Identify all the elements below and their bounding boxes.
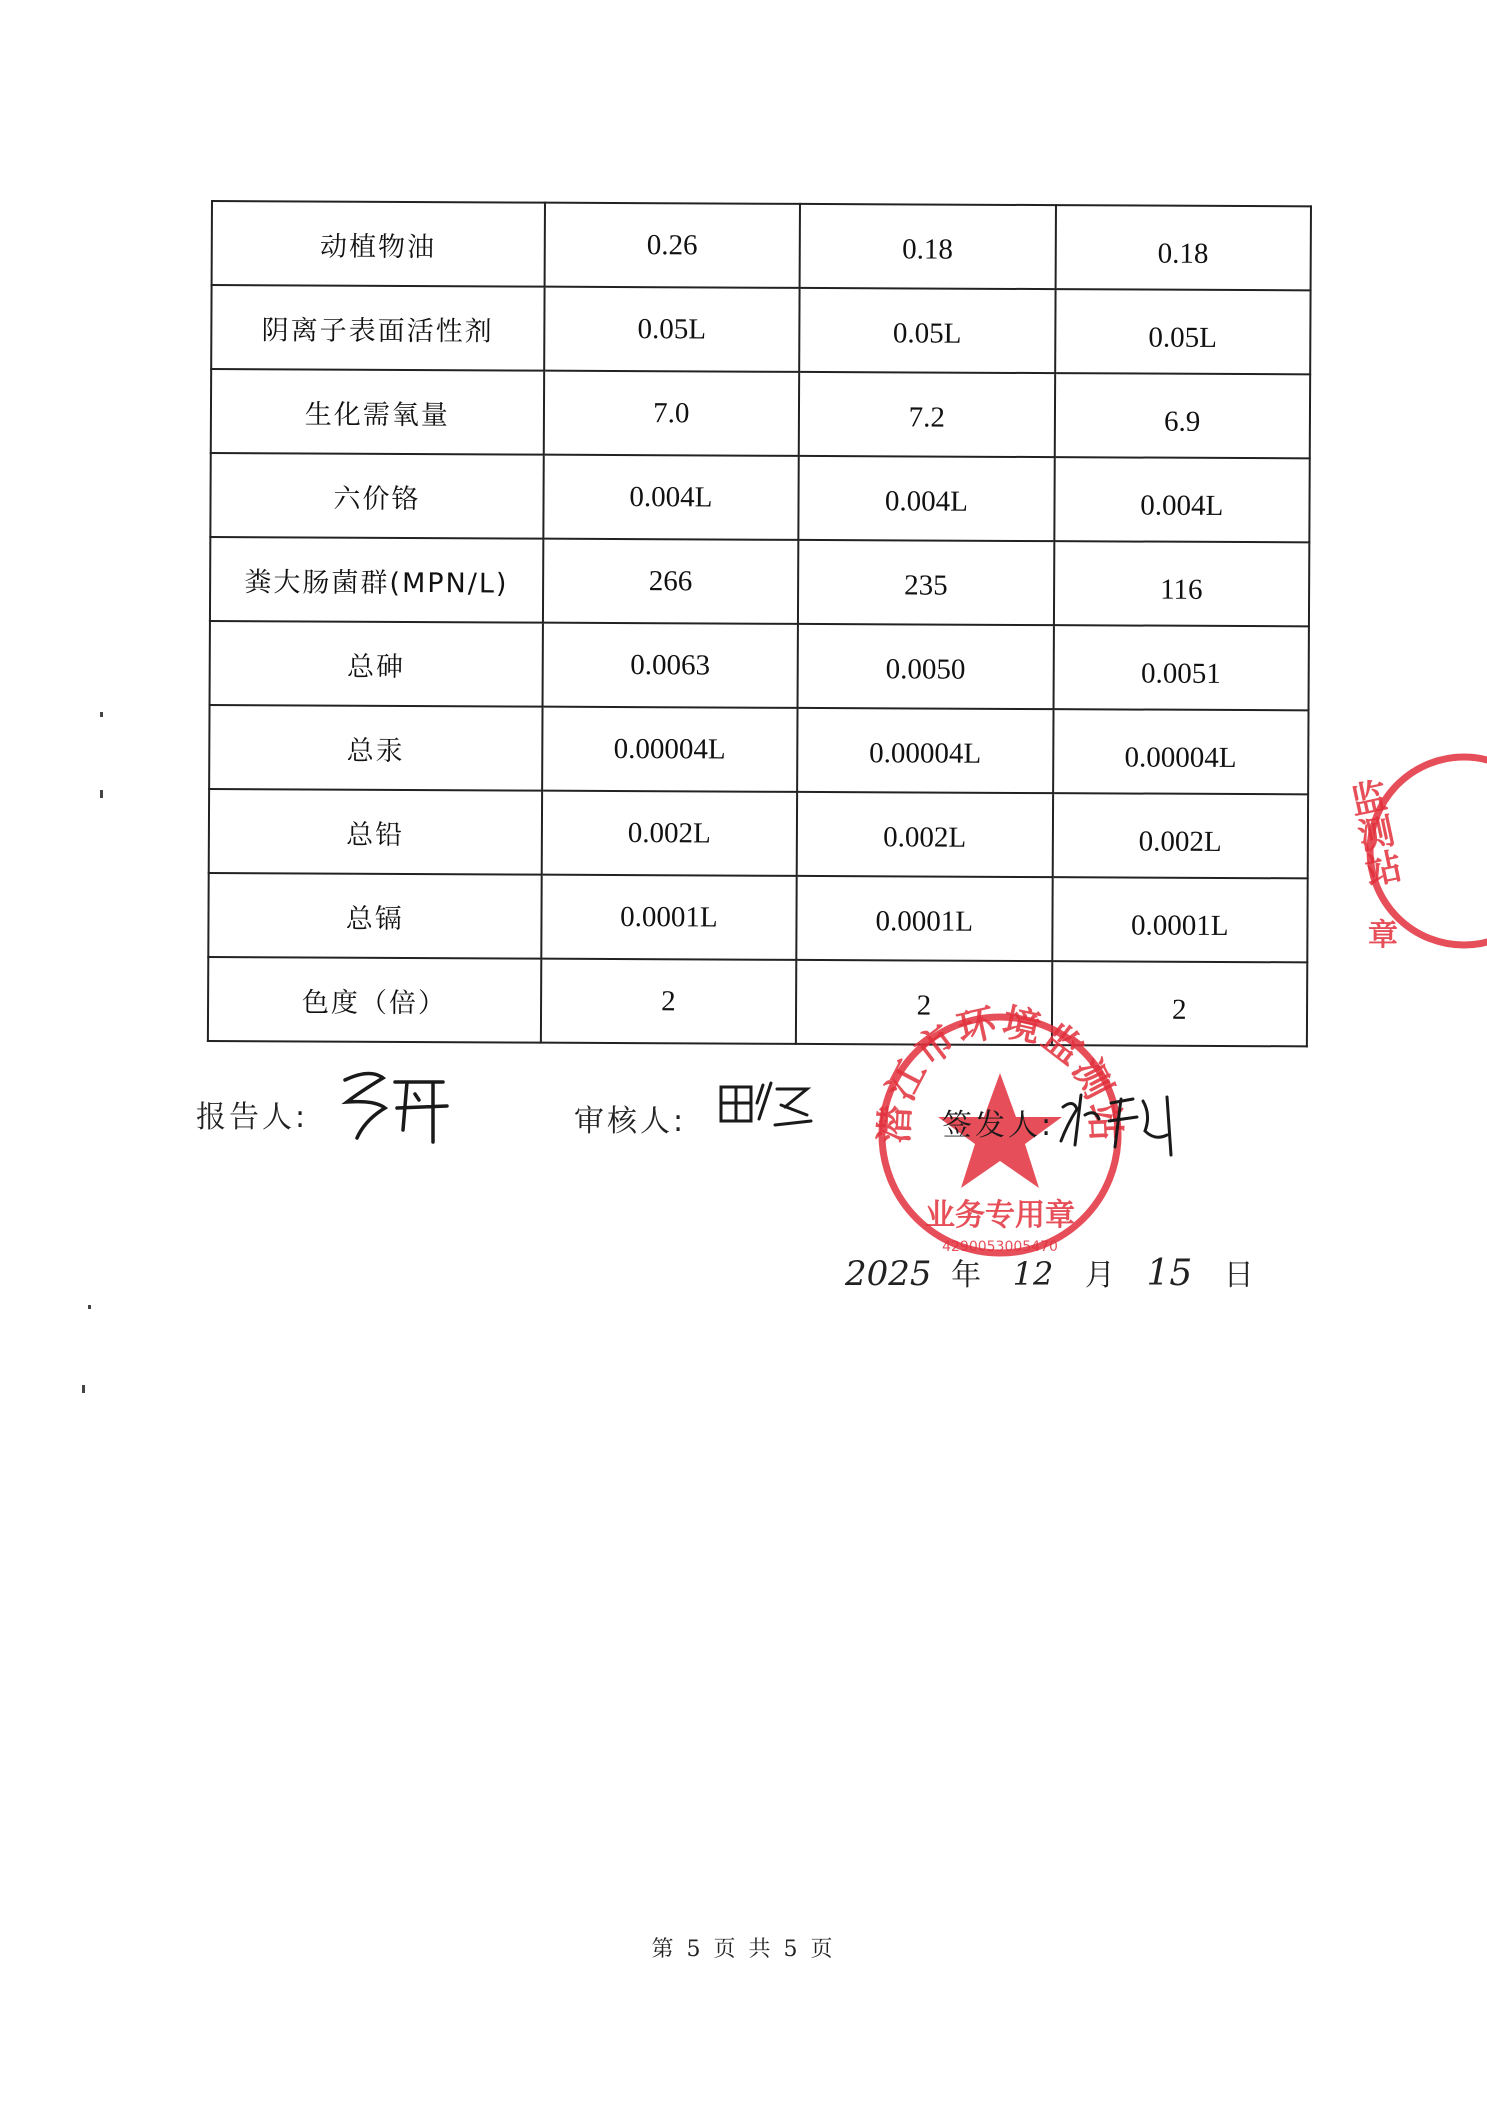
result-value-cell: 0.05L xyxy=(799,288,1055,373)
result-value-cell: 2 xyxy=(1051,961,1307,1046)
result-value-cell: 0.0051 xyxy=(1053,625,1309,710)
result-value-cell: 0.00004L xyxy=(542,707,798,792)
result-value-cell: 0.0001L xyxy=(541,875,797,960)
scan-speck xyxy=(82,1385,85,1393)
scan-speck xyxy=(100,790,103,798)
partial-seal-stamp xyxy=(1340,745,1487,1005)
result-value-cell: 0.004L xyxy=(798,456,1054,541)
reporter-label: 报告人: xyxy=(196,1100,309,1135)
date-year: 2025 xyxy=(845,1254,932,1294)
result-value-cell: 0.05L xyxy=(544,287,800,372)
date-day: 15 xyxy=(1146,1253,1193,1294)
reviewer-label: 审核人: xyxy=(574,1104,687,1139)
table-row xyxy=(210,537,1309,626)
result-value-cell: 0.004L xyxy=(543,455,799,540)
table-row xyxy=(208,873,1307,962)
parameter-name-cell: 动植物油 xyxy=(212,201,545,287)
result-value-cell: 6.9 xyxy=(1054,373,1310,458)
seal-org-name: 潜江市环境监测站 xyxy=(872,999,1128,1145)
signing-date xyxy=(845,1250,1254,1294)
result-value-cell: 0.0050 xyxy=(798,624,1054,709)
parameter-name-cell: 粪大肠菌群(MPN/L) xyxy=(210,537,543,623)
result-value-cell: 7.2 xyxy=(799,372,1055,457)
result-value-cell: 0.0001L xyxy=(796,876,1052,961)
scan-speck xyxy=(88,1305,91,1309)
result-value-cell: 0.00004L xyxy=(797,708,1053,793)
result-value-cell: 0.0001L xyxy=(1052,877,1308,962)
page-footer: 第 5 页 共 5 页 xyxy=(651,1937,836,1962)
scan-speck xyxy=(100,712,103,717)
result-value-cell: 2 xyxy=(796,960,1052,1045)
result-value-cell: 116 xyxy=(1053,541,1309,626)
table-row xyxy=(208,957,1307,1046)
reviewer-signature xyxy=(715,1075,815,1135)
table-row xyxy=(212,201,1311,290)
table-row xyxy=(210,621,1309,710)
result-value-cell: 0.002L xyxy=(1052,793,1308,878)
table-row xyxy=(211,285,1310,374)
partial-seal-subtitle: 章 xyxy=(1368,918,1398,953)
result-value-cell: 0.18 xyxy=(1055,205,1311,290)
parameter-name-cell: 总铅 xyxy=(209,789,542,875)
result-value-cell: 0.004L xyxy=(1054,457,1310,542)
date-year-unit: 年 xyxy=(951,1258,982,1293)
results-table xyxy=(207,200,1312,1047)
seal-number: 4290053005470 xyxy=(942,1239,1058,1255)
result-value-cell: 0.002L xyxy=(797,792,1053,877)
result-value-cell: 7.0 xyxy=(543,371,799,456)
table-row xyxy=(209,705,1308,794)
parameter-name-cell: 总镉 xyxy=(208,873,541,959)
parameter-name-cell: 色度（倍） xyxy=(208,957,541,1043)
result-value-cell: 2 xyxy=(541,959,797,1044)
result-value-cell: 235 xyxy=(798,540,1054,625)
parameter-name-cell: 生化需氧量 xyxy=(211,369,544,455)
partial-seal-text: 监测站 xyxy=(1341,776,1405,891)
date-month: 12 xyxy=(1012,1255,1054,1293)
parameter-name-cell: 六价铬 xyxy=(210,453,543,539)
issuer-label: 签发人: xyxy=(942,1108,1055,1143)
issuer-signature xyxy=(1055,1085,1185,1165)
seal-subtitle: 业务专用章 xyxy=(925,1198,1075,1233)
parameter-name-cell: 总汞 xyxy=(209,705,542,791)
table-row xyxy=(211,369,1310,458)
reporter-signature xyxy=(335,1060,455,1150)
result-value-cell: 0.002L xyxy=(541,791,797,876)
result-value-cell: 0.18 xyxy=(800,204,1056,289)
date-day-unit: 日 xyxy=(1223,1258,1254,1293)
table-row xyxy=(209,789,1308,878)
result-value-cell: 0.05L xyxy=(1055,289,1311,374)
date-month-unit: 月 xyxy=(1084,1258,1115,1293)
table-row xyxy=(210,453,1309,542)
parameter-name-cell: 阴离子表面活性剂 xyxy=(211,285,544,371)
result-value-cell: 0.26 xyxy=(544,203,800,288)
parameter-name-cell: 总砷 xyxy=(210,621,543,707)
result-value-cell: 0.0063 xyxy=(542,623,798,708)
result-value-cell: 0.00004L xyxy=(1053,709,1309,794)
result-value-cell: 266 xyxy=(543,539,799,624)
